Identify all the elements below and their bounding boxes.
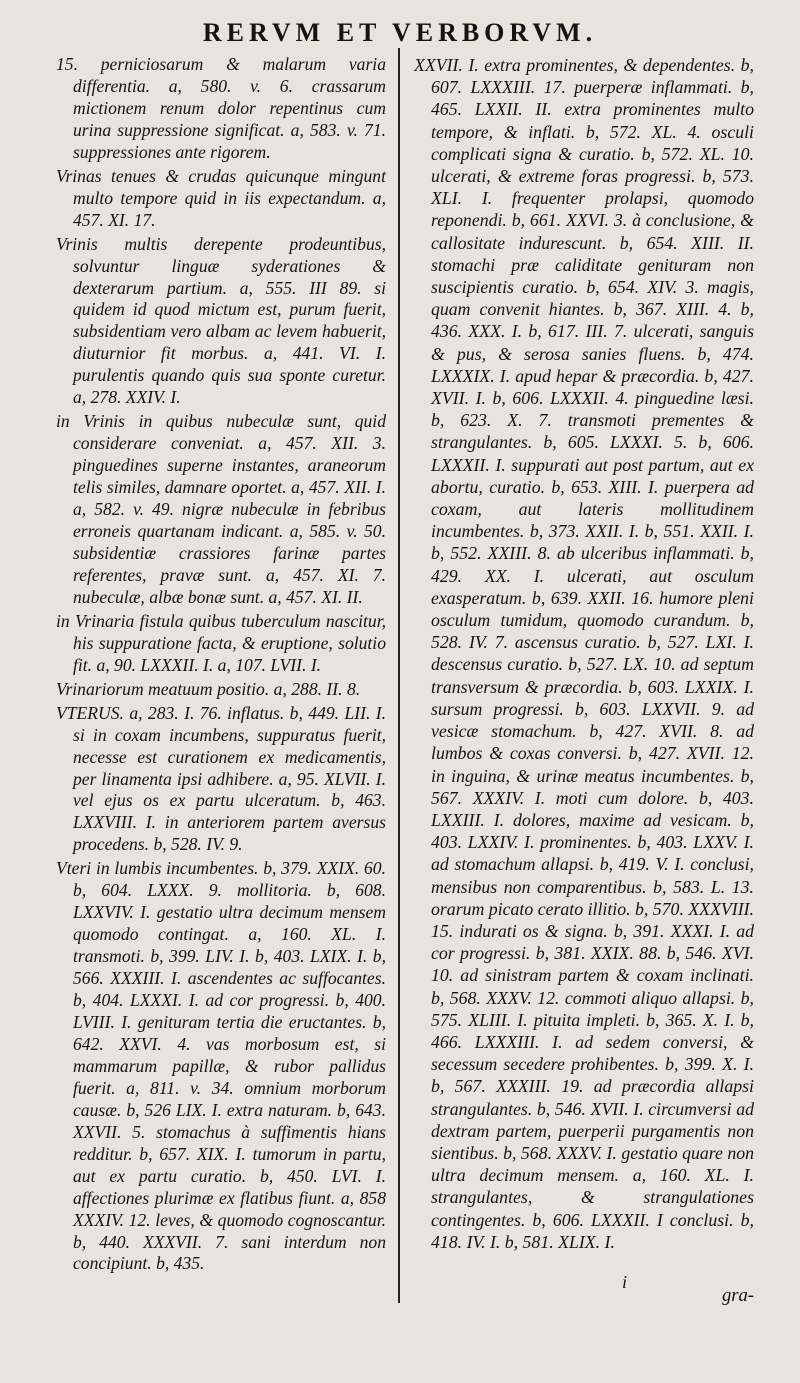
column-divider	[398, 48, 400, 1303]
index-entry: Vrinis multis derepente prodeuntibus, solvuntur linguæ syderationes & dexterarum partium. a, 555. III 89. si quidem id quod mictum est, purum fuerit, subsidentiam vero albam ac levem habuerit, diuturnior fit morbus. a, 441. VI. I. purulentis quando quis sua sponte curetur. a, 278. XXIV. I.	[56, 233, 386, 408]
index-entry: in Vrinis in quibus nubeculæ sunt, quid considerare conveniat. a, 457. XII. 3. pinguedines superne instantes, araneorum telis similes, damnare oportet. a, 457. XII. I. a, 582. v. 49. nigræ nubeculæ in febribus erroneis quartanam indicant. a, 585. v. 50. subsidentiæ crassiores farinæ partes referentes, pravæ sunt. a, 457. XI. 7. nubeculæ, albæ bonæ sunt. a, 457. XI. II.	[56, 411, 386, 607]
index-entry: XXVII. I. extra prominentes, & dependentes. b, 607. LXXXIII. 17. puerperæ inflammati. b, 465. LXXII. II. extra prominentes multo tempore, & inflati. b, 572. XL. 4. osculi complicati signa & curatio. b, 572. XL. 10. ulcerati, & extreme foras progressi. b, 573. XLI. I. frequenter prolapsi, quomodo reponendi. b, 661. XXVI. 3. à conclusione, & callositate indurescunt. b, 654. XIII. II. stomachi præ caliditate genituram non suscipientis curatio. b, 654. XIV. 3. magis, quam convenit hiantes. b, 367. XIII. 4. b, 436. XXX. I. b, 617. III. 7. ulcerati, sanguis & pus, & serosa sanies fluens. b, 474. LXXXIX. I. apud hepar & præcordia. b, 427. XVII. I. b, 606. LXXXII. 4. pinguedine læsi. b, 623. X. 7. transmoti prementes & strangulantes. b, 605. LXXXI. 5. b, 606. LXXXII. I. suppurati aut post partum, aut ex abortu, curatio. b, 653. XIII. I. puerpera ad coxam, aut lateris mollitudinem incumbentes. b, 373. XXII. I. b, 551. XXII. I. b, 552. XXIII. 8. ab ulceribus inflammati. b, 429. XX. I. ulcerati, aut osculum exasperatum. b, 639. XXII. 16. humore pleni osculum tumidum, quomodo curandum. b, 528. IV. 7. ascensus curatio. b, 527. LXI. I. descensus curatio. b, 527. LX. 10. ad septum transversum & præcordia. b, 603. LXXIX. I. sursum progressi. b, 603. LXXVII. 9. ad vesicæ stomachum. b, 427. XVII. 8. ad lumbos & coxas conversi. b, 427. XVII. 12. in inguina, & urinæ meatus incumbentes. b, 567. XXXIV. I. moti cum dolore. b, 403. LXXIII. I. dolores, maxime ad vesicam. b, 403. LXXIV. I. prominentes. b, 403. LXXV. I. ad stomachum allapsi. b, 419. V. I. conclusi, mensibus non comparentibus. b, 583. L. 13. orarum picato cerato illitio. b, 570. XXXVIII. 15. indurati os & signa. b, 391. XXXI. I. ad cor progressi. b, 381. XXIX. 88. b, 546. XVI. 10. ad sinistram partem & coxam inclinati. b, 568. XXXV. 12. commoti aliquo allapsi. b, 575. XLIII. I. pituita impleti. b, 365. X. I. b, 466. LXXXIII. I. ad sedem conversi, & secessum secedere prohibentes. b, 399. X. I. b, 567. XXXIII. 19. ad præcordia allapsi strangulantes. b, 546. XVII. I. circumversi ad dextram partem, puerperii purgamentis non sientibus. b, 568. XXXV. I. gestatio quare non ultra decimum mensem. a, 160. XL. I. strangulantes, & strangulationes contingentes. b, 606. LXXXII. I conclusi. b, 418. IV. I. b, 581. XLIX. I.	[414, 55, 755, 1252]
index-entry: 15. perniciosarum & malarum varia differentia. a, 580. v. 6. crassarum mictionem renum dolor repentinus cum urina suppressione significat. a, 583. v. 71. suppressiones ante rigorem.	[56, 54, 386, 162]
running-header: RERVM ET VERBORVM.	[202, 18, 598, 47]
index-entry: VTERUS. a, 283. I. 76. inflatus. b, 449. LII. I. si in coxam incumbens, suppuratus fuerit, necesse est curationem ex medicamentis, per linamenta ipsi adhibere. a, 95. XLVII. I. vel ejus os ex partu ulceratum. b, 463. LXXVIII. I. in anteriorem partem aversus procedens. b, 528. IV. 9.	[56, 702, 386, 855]
index-entry: Vrinariorum meatuum positio. a, 288. II. 8.	[56, 678, 361, 699]
left-column	[56, 54, 386, 1277]
signature-mark: i	[622, 1272, 628, 1292]
index-entry: Vteri in lumbis incumbentes. b, 379. XXIX. 60. b, 604. LXXX. 9. mollitoria. b, 608. LXXVIV. I. gestatio ultra decimum mensem quomodo contingat. a, 160. XL. I. transmoti. b, 399. LIV. I. b, 403. LXIX. I. b, 566. XXXIII. I. ascendentes ac suffocantes. b, 404. LXXXI. I. ad cor progressi. b, 400. LVIII. I. genituram tertia die eructantes. b, 642. XXVI. 4. vas morbosum est, si mammarum papillæ, & rubor pallidus fuerit. a, 811. v. 34. omnium morborum causæ. b, 526 LIX. I. extra naturam. b, 643. XXVII. 5. stomachus à suffimentis hians redditur. b, 657. XIX. I. tumorum in partu, aut ex partu curatio. b, 450. LVI. I. affectiones plurimæ ex flatibus fiunt. a, 858 XXXIV. 12. leves, & quomodo cognoscantur. b, 440. XXXVII. 7. sani interdum non concipiunt. b, 435.	[56, 858, 386, 1274]
index-entry: in Vrinaria fistula quibus tuberculum nascitur, his suppuratione facta, & eruptione, solutio fit. a, 90. LXXXII. I. a, 107. LVII. I.	[56, 610, 386, 675]
index-entry: Vrinas tenues & crudas quicunque mingunt multo tempore quid in iis expectandum. a, 457. XI. 17.	[56, 165, 386, 230]
right-column	[414, 54, 754, 1255]
catchword: gra-	[721, 1285, 754, 1306]
